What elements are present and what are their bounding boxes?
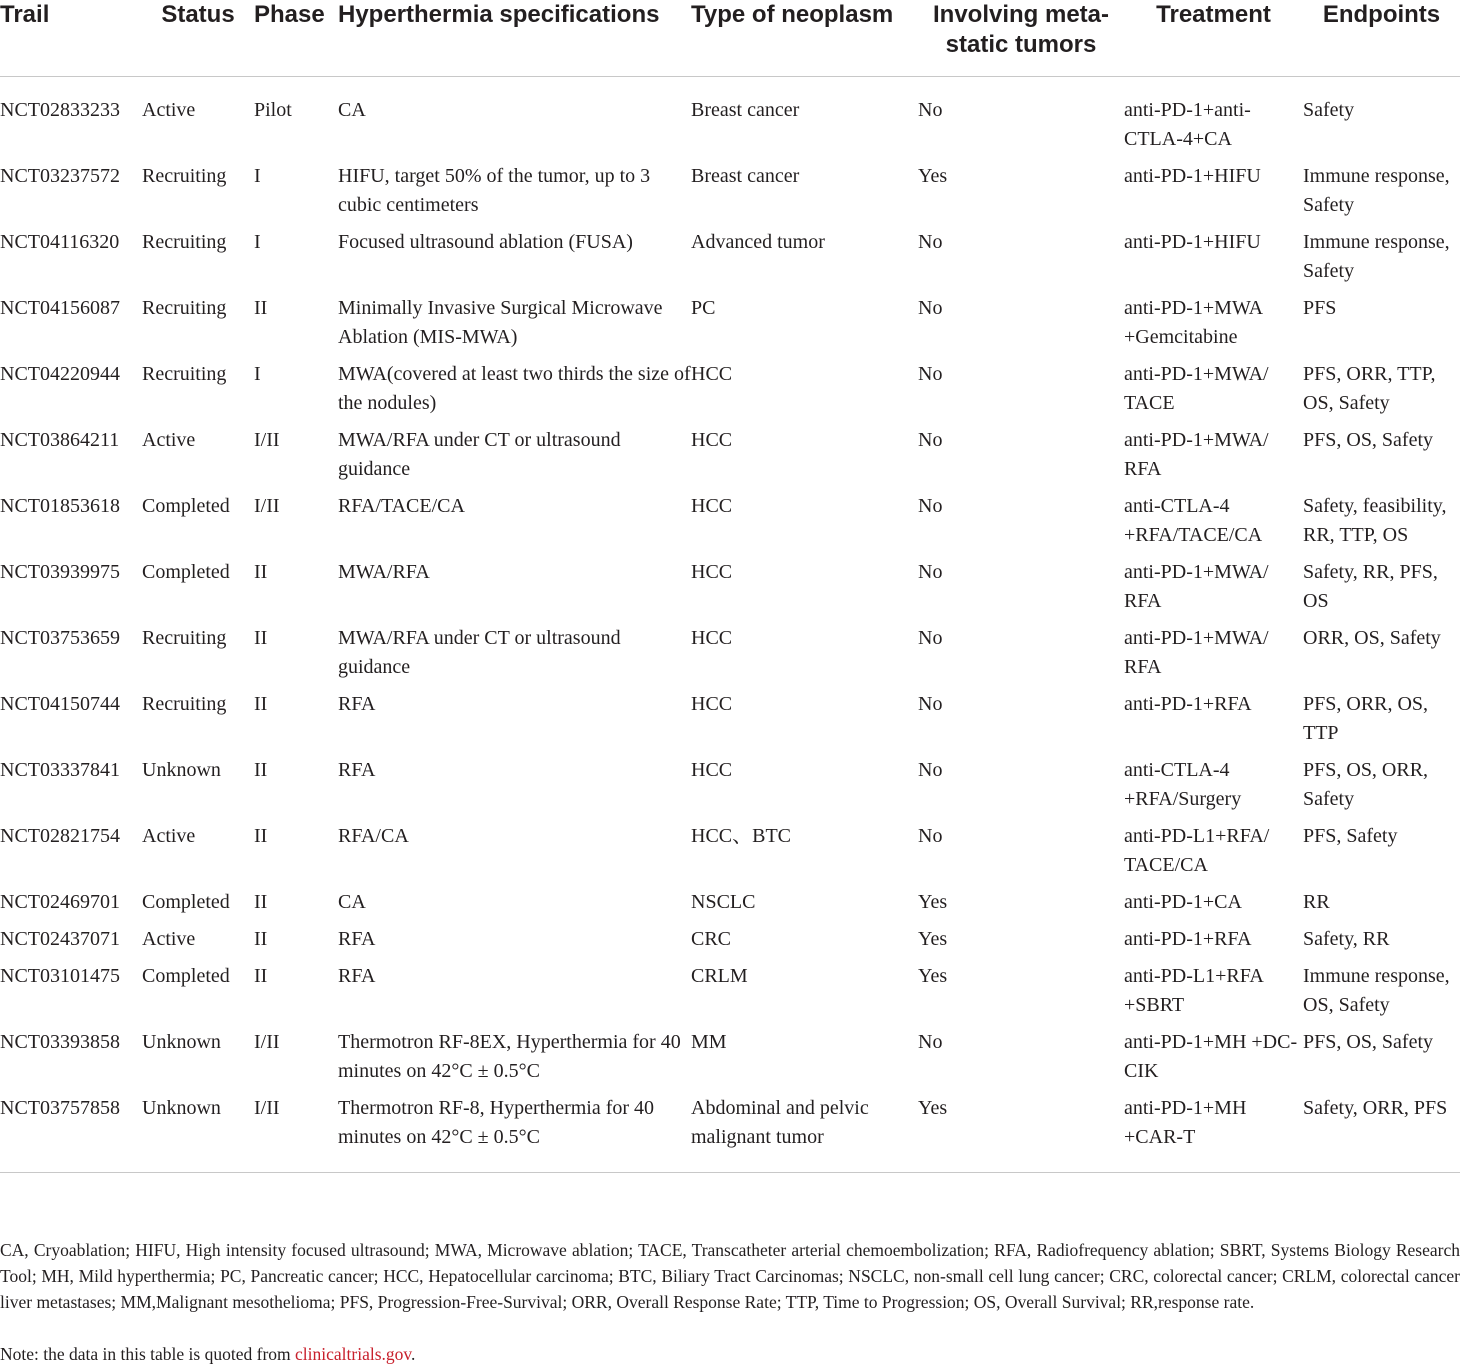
cell-trail: NCT03101475 <box>0 964 120 987</box>
table-row <box>0 1028 1460 1094</box>
cell-trail: NCT02821754 <box>0 824 120 847</box>
cell-endpoints: PFS, OS, Safety <box>1303 428 1434 451</box>
table-row <box>0 1094 1460 1173</box>
cell-neoplasm: HCC <box>691 626 733 649</box>
cell-metastatic: Yes <box>918 890 948 913</box>
cell-neoplasm: Breast cancer <box>691 164 800 187</box>
cell-hyperthermia: RFA <box>338 964 376 987</box>
table-row <box>0 558 1460 624</box>
table-body <box>0 76 1460 1172</box>
cell-metastatic: No <box>918 758 943 781</box>
cell-endpoints: Safety, feasibility, RR, TTP, OS <box>1303 494 1447 546</box>
cell-endpoints: Immune response, Safety <box>1303 230 1450 282</box>
cell-phase: I/II <box>254 1030 280 1053</box>
cell-phase: II <box>254 758 268 781</box>
header-metastatic: Involving meta- static tumors <box>918 0 1124 76</box>
cell-hyperthermia: MWA/RFA under CT or ultrasound guidance <box>338 626 621 678</box>
table-row <box>0 492 1460 558</box>
cell-endpoints: Safety, RR, PFS, OS <box>1303 560 1438 612</box>
abbreviations-footnote: CA, Cryoablation; HIFU, High intensity focused ultrasound; MWA, Microwave ablation; TACE, Transcatheter arterial chemoembolization; RFA, Radiofrequency ablation; SBRT, Systems Biology Research Tool; MH, Mild hyperthermia; PC, Pancreatic cancer; HCC, Hepatocellular carcinoma; BTC, Biliary Tract Carcinomas; NSCLC, non-small cell lung cancer; CRC, colorectal cancer; CRLM, colorectal cancer liver metastases; MM,Malignant mesothelioma; PFS, Progression-Free-Survival; ORR, Overall Response Rate; TTP, Time to Progression; OS, Overall Survival; RR,response rate. <box>0 1240 1460 1312</box>
cell-trail: NCT04220944 <box>0 362 120 385</box>
cell-treatment: anti-CTLA-4 +RFA/TACE/CA <box>1124 494 1263 546</box>
cell-treatment: anti-PD-L1+RFA +SBRT <box>1124 964 1263 1016</box>
cell-phase: II <box>254 927 268 950</box>
cell-status: Active <box>142 824 196 847</box>
cell-phase: II <box>254 692 268 715</box>
cell-status: Completed <box>142 890 230 913</box>
cell-status: Completed <box>142 494 230 517</box>
cell-metastatic: No <box>918 362 943 385</box>
header-neoplasm: Type of neoplasm <box>691 0 918 76</box>
cell-trail: NCT04150744 <box>0 692 120 715</box>
cell-phase: I/II <box>254 428 280 451</box>
cell-hyperthermia: RFA <box>338 692 376 715</box>
table-row <box>0 624 1460 690</box>
cell-endpoints: Safety, RR <box>1303 927 1390 950</box>
cell-neoplasm: HCC <box>691 428 733 451</box>
cell-status: Recruiting <box>142 230 227 253</box>
cell-trail: NCT02469701 <box>0 890 120 913</box>
table-row <box>0 888 1460 925</box>
cell-hyperthermia: MWA/RFA under CT or ultrasound guidance <box>338 428 621 480</box>
cell-metastatic: No <box>918 824 943 847</box>
cell-metastatic: No <box>918 560 943 583</box>
cell-metastatic: No <box>918 692 943 715</box>
table-row <box>0 76 1460 162</box>
cell-treatment: anti-PD-L1+RFA/ TACE/CA <box>1124 824 1270 876</box>
table-row <box>0 962 1460 1028</box>
cell-neoplasm: HCC、BTC <box>691 824 792 847</box>
cell-neoplasm: PC <box>691 296 716 319</box>
cell-status: Recruiting <box>142 362 227 385</box>
cell-hyperthermia: RFA/TACE/CA <box>338 494 465 517</box>
cell-hyperthermia: MWA(covered at least two thirds the size of the nodules) <box>338 362 691 414</box>
cell-treatment: anti-PD-1+MH +DC-CIK <box>1124 1030 1298 1082</box>
cell-phase: Pilot <box>254 98 292 121</box>
cell-neoplasm: Advanced tumor <box>691 230 825 253</box>
header-endpoints: Endpoints <box>1303 0 1460 76</box>
cell-metastatic: Yes <box>918 1094 1124 1173</box>
table-row <box>0 294 1460 360</box>
table-row <box>0 360 1460 426</box>
table-row <box>0 822 1460 888</box>
cell-endpoints: RR <box>1303 890 1330 913</box>
cell-metastatic: No <box>918 494 943 517</box>
cell-hyperthermia: MWA/RFA <box>338 560 430 583</box>
note-prefix: Note: the data in this table is quoted from <box>0 1344 296 1364</box>
cell-trail: NCT03393858 <box>0 1030 120 1053</box>
cell-endpoints: PFS, ORR, TTP, OS, Safety <box>1303 362 1436 414</box>
cell-trail: NCT03864211 <box>0 428 120 451</box>
cell-neoplasm: CRC <box>691 927 732 950</box>
cell-hyperthermia: Focused ultrasound ablation (FUSA) <box>338 230 633 253</box>
cell-metastatic: No <box>918 1030 943 1053</box>
source-note <box>0 1341 1460 1367</box>
table-row <box>0 162 1460 228</box>
cell-trail: NCT04116320 <box>0 230 120 253</box>
table-header <box>0 0 1460 76</box>
cell-treatment: anti-PD-1+HIFU <box>1124 230 1261 253</box>
cell-metastatic: Yes <box>918 164 948 187</box>
cell-hyperthermia: CA <box>338 98 366 121</box>
cell-neoplasm: Abdominal and pelvic malignant tumor <box>691 1094 918 1173</box>
cell-phase: II <box>254 626 268 649</box>
cell-status: Active <box>142 98 196 121</box>
cell-hyperthermia: Thermotron RF-8EX, Hyperthermia for 40 minutes on 42°C ± 0.5°C <box>338 1030 681 1082</box>
cell-metastatic: Yes <box>918 964 948 987</box>
cell-hyperthermia: RFA/CA <box>338 824 409 847</box>
cell-phase: II <box>254 964 268 987</box>
cell-trail: NCT02833233 <box>0 98 120 121</box>
cell-trail: NCT03337841 <box>0 758 120 781</box>
cell-neoplasm: HCC <box>691 692 733 715</box>
source-link[interactable]: clinicaltrials.gov <box>295 1344 411 1364</box>
cell-status: Completed <box>142 560 230 583</box>
cell-metastatic: No <box>918 296 943 319</box>
cell-trail: NCT03237572 <box>0 164 120 187</box>
cell-status: Recruiting <box>142 626 227 649</box>
cell-phase: II <box>254 890 268 913</box>
cell-endpoints: PFS, OS, Safety <box>1303 1030 1434 1053</box>
cell-trail: NCT03757858 <box>0 1094 142 1173</box>
cell-endpoints: ORR, OS, Safety <box>1303 626 1441 649</box>
cell-endpoints: PFS, Safety <box>1303 824 1398 847</box>
cell-treatment: anti-PD-1+RFA <box>1124 927 1252 950</box>
cell-endpoints: Immune response, OS, Safety <box>1303 964 1450 1016</box>
cell-endpoints: PFS, ORR, OS, TTP <box>1303 692 1429 744</box>
cell-phase: I <box>254 164 261 187</box>
cell-metastatic: No <box>918 428 943 451</box>
header-hyperthermia: Hyperthermia specifications <box>338 0 691 76</box>
cell-hyperthermia: RFA <box>338 758 376 781</box>
cell-treatment: anti-PD-1+HIFU <box>1124 164 1261 187</box>
cell-phase: II <box>254 824 268 847</box>
cell-phase: I/II <box>254 1094 338 1173</box>
cell-treatment: anti-PD-1+RFA <box>1124 692 1252 715</box>
cell-treatment: anti-PD-1+MWA/ RFA <box>1124 560 1269 612</box>
cell-endpoints: Immune response, Safety <box>1303 164 1450 216</box>
cell-phase: I <box>254 230 261 253</box>
cell-neoplasm: HCC <box>691 758 733 781</box>
cell-status: Unknown <box>142 1094 254 1173</box>
cell-neoplasm: Breast cancer <box>691 98 800 121</box>
cell-status: Unknown <box>142 758 221 781</box>
cell-hyperthermia: Minimally Invasive Surgical Microwave Ablation (MIS-MWA) <box>338 296 663 348</box>
cell-status: Recruiting <box>142 164 227 187</box>
cell-status: Active <box>142 927 196 950</box>
table-row <box>0 690 1460 756</box>
cell-trail: NCT01853618 <box>0 494 120 517</box>
cell-status: Recruiting <box>142 296 227 319</box>
cell-endpoints: Safety, ORR, PFS <box>1303 1094 1460 1173</box>
cell-neoplasm: NSCLC <box>691 890 756 913</box>
cell-neoplasm: MM <box>691 1030 727 1053</box>
cell-phase: II <box>254 296 268 319</box>
cell-hyperthermia: HIFU, target 50% of the tumor, up to 3 cubic centimeters <box>338 164 651 216</box>
cell-metastatic: No <box>918 626 943 649</box>
header-status: Status <box>142 0 254 76</box>
cell-treatment: anti-PD-1+CA <box>1124 890 1242 913</box>
cell-phase: I/II <box>254 494 280 517</box>
cell-phase: II <box>254 560 268 583</box>
cell-neoplasm: HCC <box>691 362 733 385</box>
cell-hyperthermia: RFA <box>338 927 376 950</box>
header-trail: Trail <box>0 0 142 76</box>
cell-status: Completed <box>142 964 230 987</box>
cell-neoplasm: CRLM <box>691 964 748 987</box>
cell-trail: NCT02437071 <box>0 927 120 950</box>
table-row <box>0 426 1460 492</box>
cell-endpoints: PFS <box>1303 296 1337 319</box>
cell-treatment: anti-CTLA-4 +RFA/Surgery <box>1124 758 1242 810</box>
table-row <box>0 925 1460 962</box>
cell-trail: NCT04156087 <box>0 296 120 319</box>
cell-trail: NCT03753659 <box>0 626 120 649</box>
cell-treatment: anti-PD-1+MWA/ RFA <box>1124 626 1269 678</box>
cell-hyperthermia: CA <box>338 890 366 913</box>
table-row <box>0 228 1460 294</box>
cell-status: Unknown <box>142 1030 221 1053</box>
cell-metastatic: Yes <box>918 927 948 950</box>
cell-treatment: anti-PD-1+MWA/ TACE <box>1124 362 1269 414</box>
cell-endpoints: Safety <box>1303 98 1355 121</box>
header-treatment: Treatment <box>1124 0 1303 76</box>
cell-neoplasm: HCC <box>691 560 733 583</box>
cell-endpoints: PFS, OS, ORR, Safety <box>1303 758 1429 810</box>
cell-status: Active <box>142 428 196 451</box>
header-phase: Phase <box>254 0 338 76</box>
cell-trail: NCT03939975 <box>0 560 120 583</box>
cell-hyperthermia: Thermotron RF-8, Hyperthermia for 40 minutes on 42°C ± 0.5°C <box>338 1094 691 1173</box>
cell-neoplasm: HCC <box>691 494 733 517</box>
cell-status: Recruiting <box>142 692 227 715</box>
cell-treatment: anti-PD-1+MWA/ RFA <box>1124 428 1269 480</box>
cell-treatment: anti-PD-1+anti-CTLA-4+CA <box>1124 98 1251 150</box>
cell-metastatic: No <box>918 230 943 253</box>
cell-phase: I <box>254 362 261 385</box>
cell-treatment: anti-PD-1+MH +CAR-T <box>1124 1094 1303 1173</box>
note-suffix: . <box>411 1344 416 1364</box>
table-row <box>0 756 1460 822</box>
cell-treatment: anti-PD-1+MWA +Gemcitabine <box>1124 296 1262 348</box>
cell-metastatic: No <box>918 98 943 121</box>
